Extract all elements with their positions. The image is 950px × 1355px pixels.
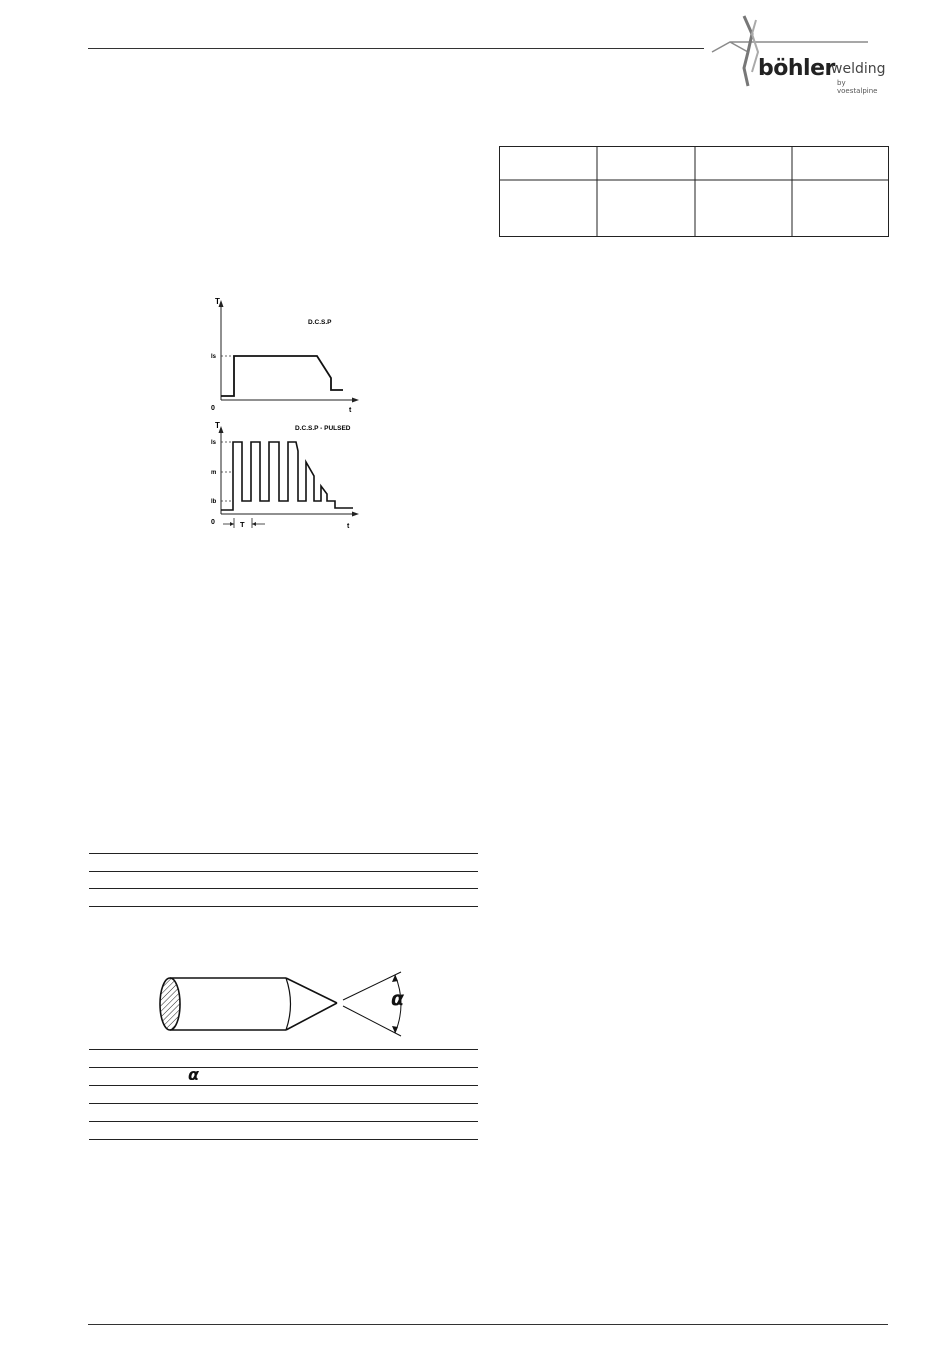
pulsed-period-label: T (240, 520, 245, 529)
header-rule (88, 48, 704, 49)
dcsp-origin-label: 0 (211, 405, 215, 412)
waveform-figure (205, 296, 365, 532)
brand-name-sub: welding (831, 61, 886, 77)
pulsed-level-is: Is (211, 440, 217, 446)
table-a-rule-3 (89, 888, 478, 889)
brand-logo (708, 12, 888, 95)
pulsed-mode-label: D.C.S.P - PULSED (295, 425, 351, 432)
brand-name-main: böhler (758, 56, 835, 81)
table-b-rule-1 (89, 1049, 478, 1050)
electrode-diagram (155, 966, 415, 1042)
dcsp-mode-label: D.C.S.P (308, 319, 332, 326)
table-a-rule-4 (89, 906, 478, 907)
dcsp-level-label: Is (211, 354, 217, 360)
table-a-rule-2 (89, 871, 478, 872)
pulsed-origin-label: 0 (211, 519, 215, 526)
footer-rule (88, 1324, 888, 1325)
dcsp-pulsed-graph (211, 421, 359, 530)
table-b-rule-4 (89, 1103, 478, 1104)
table-b-alpha-header: α (188, 1065, 199, 1084)
brand-tagline: by voestalpine (837, 79, 878, 95)
table-b-rule-3 (89, 1085, 478, 1086)
parameter-table (499, 146, 889, 237)
electrode-angle-symbol: α (391, 988, 405, 1010)
table-b-rule-6 (89, 1139, 478, 1140)
table-b-rule-2 (89, 1067, 478, 1068)
dcsp-y-label: T (215, 297, 220, 306)
pulsed-level-ib: Ib (211, 499, 217, 505)
pulsed-level-m: m (211, 470, 217, 476)
pulsed-x-label: t (347, 523, 350, 530)
dcsp-x-label: t (349, 407, 352, 414)
table-a-rule-1 (89, 853, 478, 854)
pulsed-y-label: T (215, 421, 220, 430)
table-b-rule-5 (89, 1121, 478, 1122)
dcsp-graph (211, 297, 359, 414)
